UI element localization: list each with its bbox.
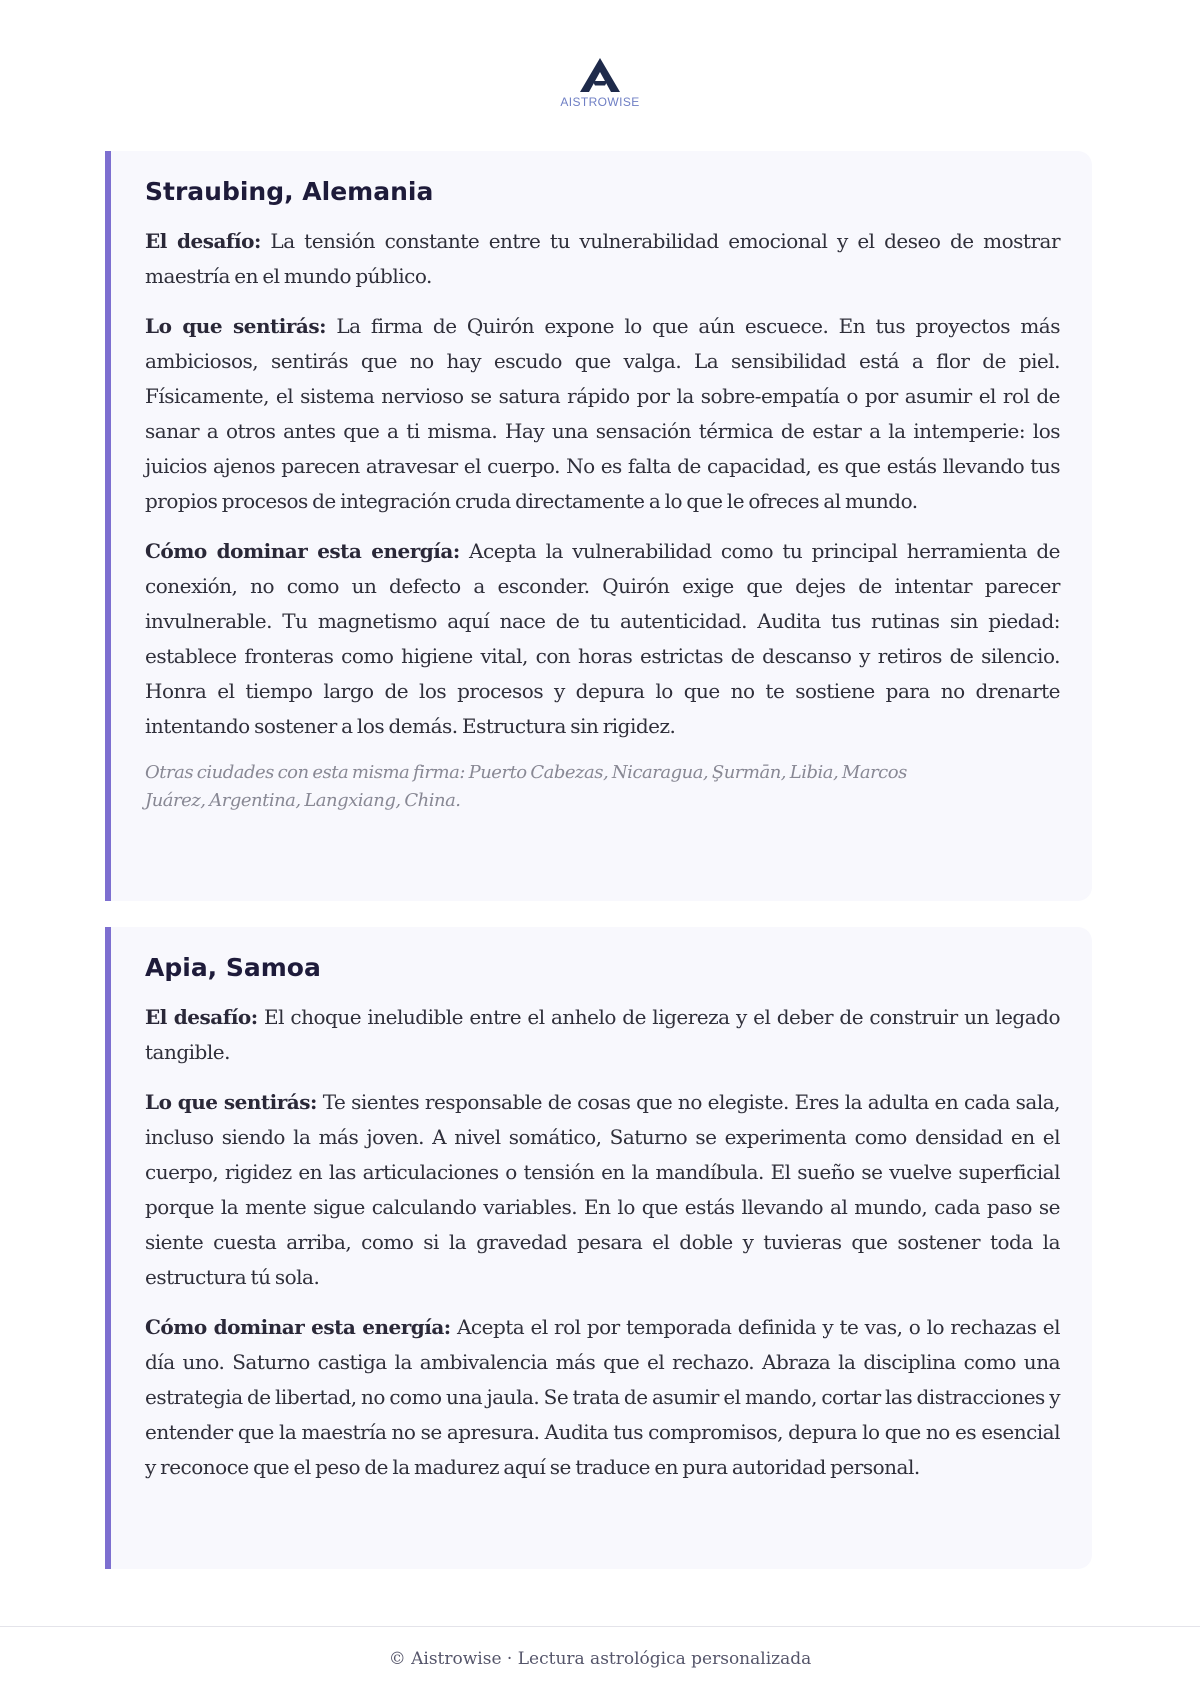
master-label: Cómo dominar esta energía: xyxy=(145,539,460,563)
aistrowise-logo-icon xyxy=(580,58,620,92)
feel-label: Lo que sentirás: xyxy=(145,314,326,338)
challenge-label: El desafío: xyxy=(145,1005,258,1029)
master-paragraph xyxy=(145,1310,1060,1485)
challenge-text: El choque ineludible entre el anhelo de ligereza y el deber de construir un legado tangible. xyxy=(145,1005,1061,1064)
page-footer xyxy=(0,1626,1200,1669)
feel-text: Te sientes responsable de cosas que no elegiste. Eres la adulta en cada sala, incluso siendo la más joven. A nivel somático, Saturno se experimenta como densidad en el cuerpo, rigidez en las articulaciones o tensión en la mandíbula. El sueño se vuelve superficial porque la mente sigue calculando variables. En lo que estás llevando al mundo, cada paso se siente cuesta arriba, como si la gravedad pesara el doble y tuvieras que sostener toda la estructura tú sola. xyxy=(145,1090,1061,1289)
master-paragraph xyxy=(145,534,1060,744)
brand-name: AISTROWISE xyxy=(560,95,640,109)
city-title: Straubing, Alemania xyxy=(145,177,434,206)
other-cities-note: Otras ciudades con esta misma firma: Puerto Cabezas, Nicaragua, Şurmān, Libia, Marcos Juárez, Argentina, Langxiang, China. xyxy=(145,762,907,811)
master-text: Acepta la vulnerabilidad como tu principal herramienta de conexión, no como un defecto a esconder. Quirón exige que dejes de intentar parecer invulnerable. Tu magnetismo aquí nace de tu autenticidad. Audita tus rutinas sin piedad: establece fronteras como higiene vital, con horas estrictas de descanso y retiros de silencio. Honra el tiempo largo de los procesos y depura lo que no te sostiene para no drenarte intentando sostener a los demás. Estructura sin rigidez. xyxy=(145,539,1060,738)
feel-text: La firma de Quirón expone lo que aún escuece. En tus proyectos más ambiciosos, sentirás que no hay escudo que valga. La sensibilidad está a flor de piel. Físicamente, el sistema nervioso se satura rápido por la sobre-empatía o por asumir el rol de sanar a otros antes que a ti misma. Hay una sensación térmica de estar a la intemperie: los juicios ajenos parecen atravesar el cuerpo. No es falta de capacidad, es que estás llevando tus propios procesos de integración cruda directamente a lo que le ofreces al mundo. xyxy=(145,314,1060,513)
footer-text: © Aistrowise · Lectura astrológica personalizada xyxy=(388,1649,812,1669)
master-text: Acepta el rol por temporada definida y te vas, o lo rechazas el día uno. Saturno castiga la ambivalencia más que el rechazo. Abraza la disciplina como una estrategia de libertad, no como una jaula. Se trata de asumir el mando, cortar las distracciones y entender que la maestría no se apresura. Audita tus compromisos, depura lo que no es esencial y reconoce que el peso de la madurez aquí se traduce en pura autoridad personal. xyxy=(145,1315,1061,1479)
city-card-straubing xyxy=(105,151,1092,901)
challenge-paragraph xyxy=(145,1000,1060,1070)
master-label: Cómo dominar esta energía: xyxy=(145,1315,451,1339)
feel-paragraph xyxy=(145,309,1060,519)
feel-label: Lo que sentirás: xyxy=(145,1090,317,1114)
city-card-apia xyxy=(105,927,1092,1569)
brand-logo xyxy=(0,58,1200,109)
challenge-text: La tensión constante entre tu vulnerabilidad emocional y el deseo de mostrar maestría en el mundo público. xyxy=(145,229,1061,288)
challenge-paragraph xyxy=(145,224,1060,294)
feel-paragraph xyxy=(145,1085,1060,1295)
challenge-label: El desafío: xyxy=(145,229,261,253)
city-title: Apia, Samoa xyxy=(145,953,321,982)
